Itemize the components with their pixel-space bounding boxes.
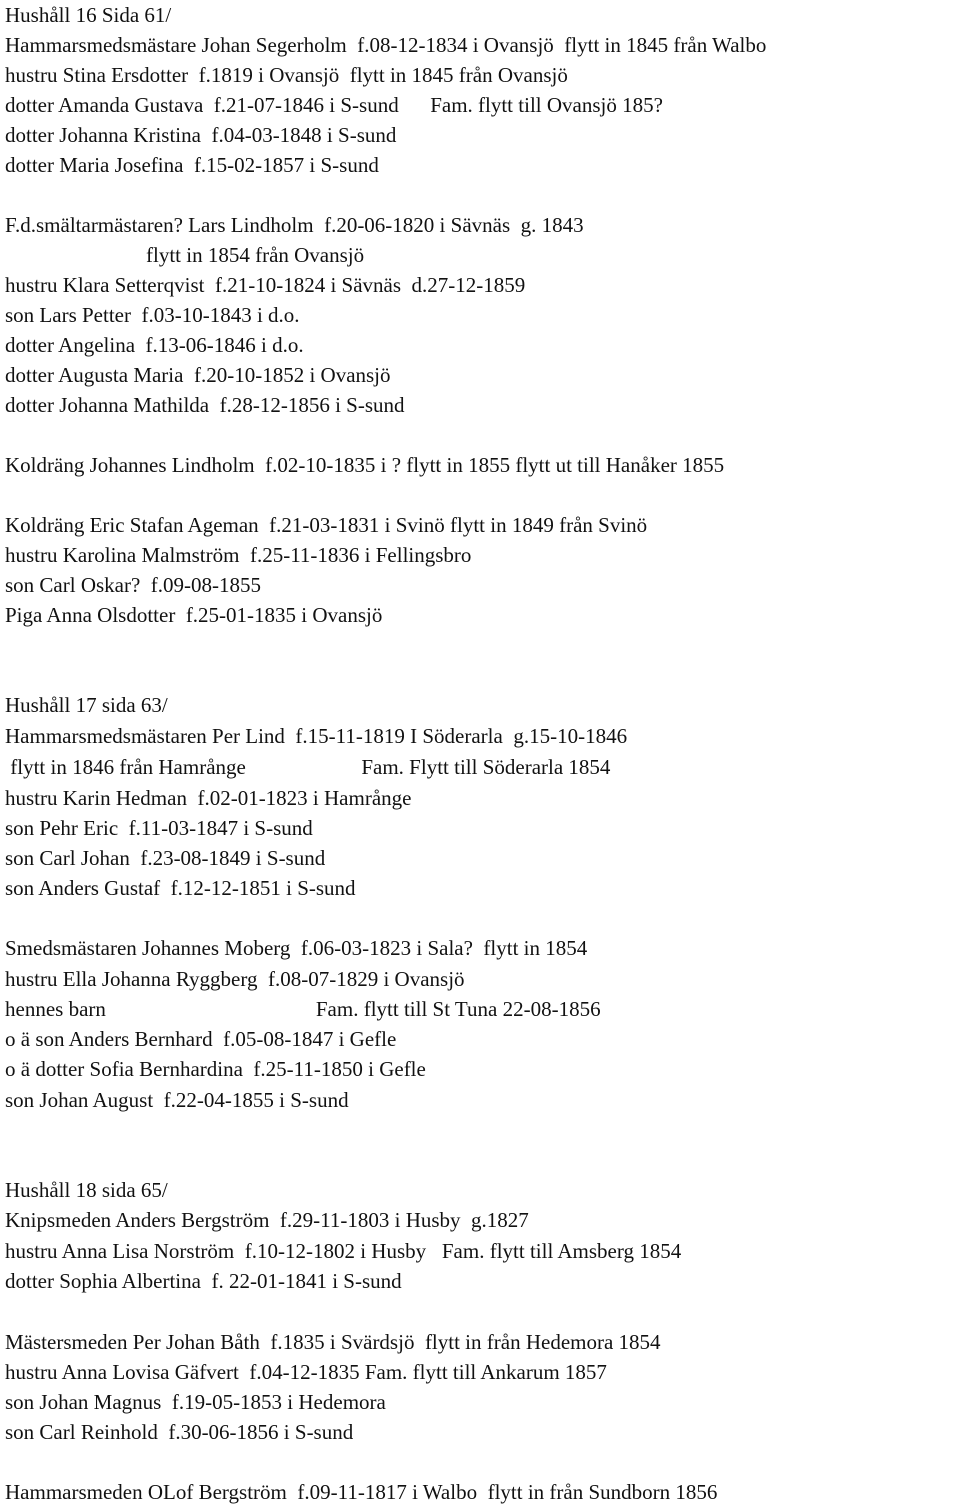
text-line: Hammarsmedsmästare Johan Segerholm f.08-12-1834 i Ovansjö flytt in 1845 från Walbo	[5, 33, 767, 57]
text-line: Piga Anna Olsdotter f.25-01-1835 i Ovansjö	[5, 603, 383, 627]
text-line: o ä son Anders Bernhard f.05-08-1847 i Gefle	[5, 1027, 397, 1051]
text-line: hustru Karolina Malmström f.25-11-1836 i Fellingsbro	[5, 543, 472, 567]
text-line: Hammarsmeden OLof Bergström f.09-11-1817 i Walbo flytt in från Sundborn 1856	[5, 1480, 718, 1504]
text-line: dotter Augusta Maria f.20-10-1852 i Ovansjö	[5, 363, 391, 387]
text-line: Koldräng Eric Stafan Ageman f.21-03-1831 i Svinö flytt in 1849 från Svinö	[5, 513, 648, 537]
text-line: hustru Anna Lovisa Gäfvert f.04-12-1835 Fam. flytt till Ankarum 1857	[5, 1360, 607, 1384]
text-line: Hammarsmedsmästaren Per Lind f.15-11-1819 I Söderarla g.15-10-1846	[5, 724, 628, 748]
text-line: Koldräng Johannes Lindholm f.02-10-1835 i ? flytt in 1855 flytt ut till Hanåker 1855	[5, 453, 725, 477]
text-line: son Carl Johan f.23-08-1849 i S-sund	[5, 846, 326, 870]
text-line: Mästersmeden Per Johan Båth f.1835 i Svärdsjö flytt in från Hedemora 1854	[5, 1330, 661, 1354]
text-line: hustru Karin Hedman f.02-01-1823 i Hamrånge	[5, 786, 412, 810]
text-line: hennes barn Fam. flytt till St Tuna 22-08-1856	[5, 997, 601, 1021]
text-line: son Johan August f.22-04-1855 i S-sund	[5, 1088, 349, 1112]
text-line: son Johan Magnus f.19-05-1853 i Hedemora	[5, 1390, 386, 1414]
household-17-heading: Hushåll 17 sida 63/	[5, 693, 168, 717]
text-line: dotter Angelina f.13-06-1846 i d.o.	[5, 333, 304, 357]
text-line: hustru Klara Setterqvist f.21-10-1824 i Sävnäs d.27-12-1859	[5, 273, 526, 297]
text-line: o ä dotter Sofia Bernhardina f.25-11-1850 i Gefle	[5, 1057, 426, 1081]
text-line: son Carl Oskar? f.09-08-1855	[5, 573, 262, 597]
text-line: son Lars Petter f.03-10-1843 i d.o.	[5, 303, 300, 327]
text-line: dotter Sophia Albertina f. 22-01-1841 i S-sund	[5, 1269, 402, 1293]
text-line: dotter Amanda Gustava f.21-07-1846 i S-sund Fam. flytt till Ovansjö 185?	[5, 93, 663, 117]
text-line: son Carl Reinhold f.30-06-1856 i S-sund	[5, 1420, 354, 1444]
text-line: hustru Stina Ersdotter f.1819 i Ovansjö flytt in 1845 från Ovansjö	[5, 63, 568, 87]
text-line: son Pehr Eric f.11-03-1847 i S-sund	[5, 816, 313, 840]
text-line: flytt in 1854 från Ovansjö	[146, 243, 365, 267]
text-line: F.d.smältarmästaren? Lars Lindholm f.20-06-1820 i Sävnäs g. 1843	[5, 213, 584, 237]
text-line: Knipsmeden Anders Bergström f.29-11-1803 i Husby g.1827	[5, 1208, 529, 1232]
text-line: Smedsmästaren Johannes Moberg f.06-03-1823 i Sala? flytt in 1854	[5, 936, 588, 960]
text-line: dotter Maria Josefina f.15-02-1857 i S-sund	[5, 153, 379, 177]
household-18-heading: Hushåll 18 sida 65/	[5, 1178, 168, 1202]
text-line: dotter Johanna Kristina f.04-03-1848 i S-sund	[5, 123, 397, 147]
text-line: son Anders Gustaf f.12-12-1851 i S-sund	[5, 876, 356, 900]
text-line: flytt in 1846 från Hamrånge Fam. Flytt till Söderarla 1854	[5, 755, 611, 779]
household-16-heading: Hushåll 16 Sida 61/	[5, 3, 172, 27]
text-line: dotter Johanna Mathilda f.28-12-1856 i S-sund	[5, 393, 405, 417]
text-line: hustru Ella Johanna Ryggberg f.08-07-1829 i Ovansjö	[5, 967, 465, 991]
text-line: hustru Anna Lisa Norström f.10-12-1802 i Husby Fam. flytt till Amsberg 1854	[5, 1239, 682, 1263]
